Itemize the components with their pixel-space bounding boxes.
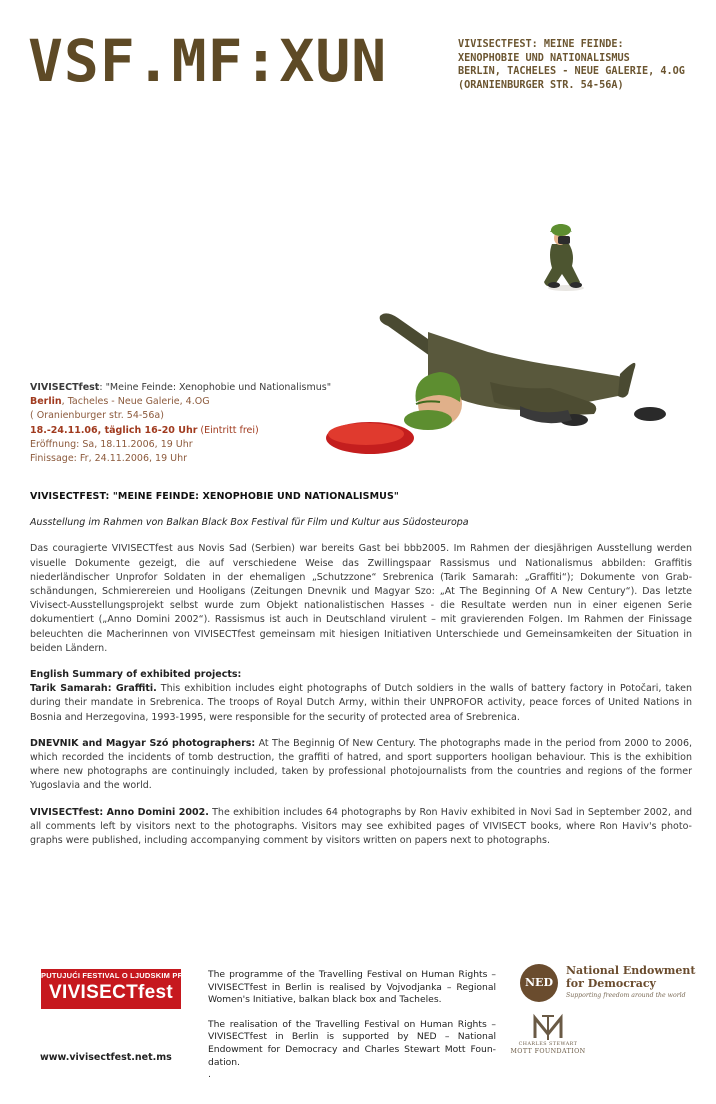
event-dates: 18.-24.11.06, täglich 16-20 Uhr — [30, 424, 198, 436]
ned-name-line: National Endowment — [566, 964, 696, 977]
mott-monogram-icon — [531, 1012, 565, 1042]
ned-name-line: for Democracy — [566, 977, 656, 990]
project-name: DNEVNIK and Magyar Szó photographers: — [30, 737, 256, 749]
intro-paragraph: Das couragierte VIVISECTfest aus Novis Sad (Serbien) war bereits Gast bei bbb2005. Im Rahmen der diesjährigen Ausstellung werden visuelle Dokumente gezeigt, die auf verschiedene Weise das Zwillingspaar Rassismus und Nationalismus abbilden: Graffitis niederländischer Unprofor Soldaten in der ehemaligen „Schutzzone“ Srebrenica (Tarik Samarah: „Graffiti“); Dokumente von Grab-schändungen, Schmierereien und Hooligans (Zeitungen Dnevnik und Magyar Szo: „At The Beginning Of A New Century“). Das letzte Vivisect-Ausstellungsprojekt selbst wurde zum Objekt nationalistischen Hasses - die Resultate werden nun in einer eigenen Serie dokumentiert („Anno Domini 2002“). Rassismus ist auch in Deutschland virulent – mit gravierenden Folgen. Im Rahmen der Finissage beleuchten die Macherinnen von VIVISECTfest gemeinsam mit hiesigen Initiativen Unterschiede und Gemeinsamkeiten der Situation in beiden Ländern. — [30, 543, 692, 654]
event-opening: Eröffnung: Sa, 18.11.2006, 19 Uhr — [30, 438, 193, 450]
project-anno-domini — [30, 806, 692, 849]
ned-tagline: Supporting freedom around the world — [566, 992, 686, 999]
vivisectfest-logo — [41, 969, 208, 1009]
event-address: ( Oranienburger str. 54-56a) — [30, 410, 164, 422]
project-dnevnik — [30, 737, 692, 794]
project-description: This exhibition includes eight photographs of Dutch soldiers in the walls of battery factory in Potočari, taken during their mandate in Srebrenica. The troops of Royal Dutch Army, within their UNPROFOR activity, peace forces of United Nations in Bosnia and Herzegovina, 1993-1995, were responsible for the security of protected area of Srebrenica. — [30, 683, 692, 723]
header-info-line: (ORANIENBURGER STR. 54-56A) — [458, 79, 624, 91]
event-closing: Finissage: Fr, 24.11.2006, 19 Uhr — [30, 453, 188, 465]
footer-credits-support: The realisation of the Travelling Festival on Human Rights – VIVISECTfest in Berlin is supported by NED – National Endowment for Democracy and Charles Stewart Mott Foun-dation. — [208, 1018, 496, 1068]
project-name: Tarik Samarah: Graffiti. — [30, 683, 157, 695]
event-entry: (Eintritt frei) — [197, 424, 259, 436]
header-info — [458, 38, 708, 92]
ned-name — [566, 964, 696, 990]
website-link[interactable]: www.vivisectfest.net.ms — [40, 1052, 172, 1063]
exhibition-title: : "Meine Feinde: Xenophobie und Nationalismus" — [99, 382, 332, 393]
exhibition-logo-title: VSF.MF:XUN — [28, 27, 388, 95]
content-subtitle: Ausstellung im Rahmen von Balkan Black Box Festival für Film und Kultur aus Südosteuropa — [30, 517, 469, 529]
toy-soldiers-illustration — [320, 192, 680, 462]
footer-credits — [208, 969, 496, 1082]
fallen-soldier-figure — [326, 313, 666, 454]
ned-emblem: NED — [520, 964, 558, 1002]
english-summary-heading: English Summary of exhibited projects: — [30, 669, 242, 681]
mott-foundation-logo — [510, 1012, 586, 1062]
event-city: Berlin — [30, 396, 62, 408]
project-tarik-samarah — [30, 682, 692, 725]
mott-name-line: MOTT FOUNDATION — [510, 1048, 586, 1055]
vivisectfest-logo-tagline: PUTUJUĆI FESTIVAL O LJUDSKIM PRAVIMA — [41, 971, 208, 980]
project-description: At The Beginnig Of New Century. The photographs made in the period from 2000 to 2006, which recorded the incidents of tomb destruction, the graffiti of hatred, and sport supporters hooligan behaviour. This is the exhibition where new photographs are continuingly included, taken by professional photojournalists from the countries and regions of the former Yugoslavia and the world. — [30, 737, 693, 792]
footer-credits-programme: The programme of the Travelling Festival on Human Rights – VIVISECTfest in Berlin is realised by Vojvodjanka – Regional Women's Initiative, balkan black box and Tacheles. — [208, 969, 496, 1006]
footer-trailing-dot: . — [208, 1069, 211, 1081]
vivisectfest-logo-name: VIVISECTfest — [49, 982, 173, 1003]
header-info-line: XENOPHOBIE UND NATIONALISMUS — [458, 52, 630, 64]
project-description: The exhibition includes 64 photographs by Ron Haviv exhibited in Novi Sad in September 2002, and all comments left by visitors next to the photographs. Visitors may see exhibited pages of VIVISECT books, where Ron Haviv's photo-graphs were published, including accompanying comment by visitors written on papers next to photographs. — [30, 806, 693, 847]
mott-name-line: CHARLES STEWART — [518, 1042, 578, 1047]
event-info — [30, 381, 360, 466]
main-content — [30, 490, 692, 848]
kneeling-soldier-figure — [544, 224, 584, 291]
header-info-line: VIVISECTFEST: MEINE FEINDE: — [458, 39, 624, 50]
content-title: VIVISECTFEST: "MEINE FEINDE: XENOPHOBIE UND NATIONALISMUS" — [30, 491, 399, 502]
festival-name: VIVISECTfest — [30, 382, 100, 393]
ned-logo — [520, 964, 700, 1004]
event-venue: , Tacheles - Neue Galerie, 4.OG — [61, 396, 210, 408]
project-name: VIVISECTfest: Anno Domini 2002. — [30, 806, 209, 818]
header-info-line: BERLIN, TACHELES - NEUE GALERIE, 4.OG — [458, 66, 685, 77]
